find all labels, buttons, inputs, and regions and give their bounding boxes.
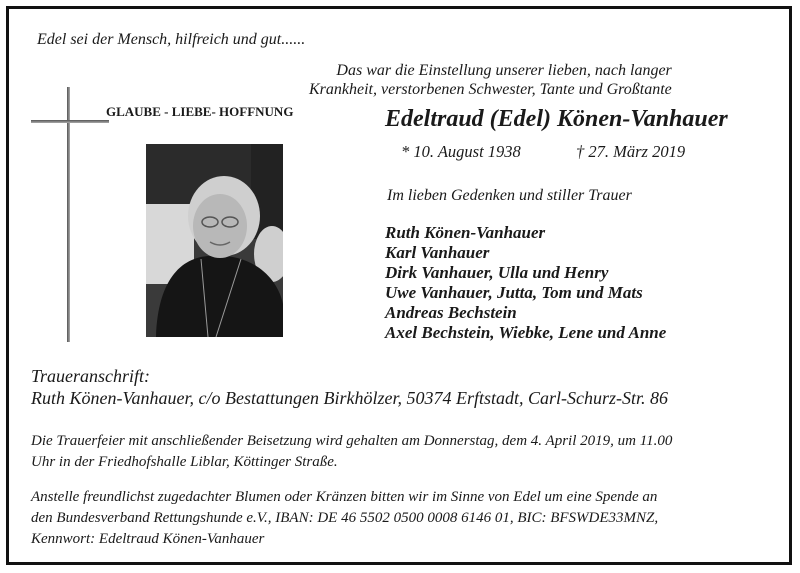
funeral-info [31,431,783,473]
tribute-quote [309,61,672,99]
motto-line: Edel sei der Mensch, hilfreich und gut...... [37,31,306,48]
text-line: Die Trauerfeier mit anschließender Beisetzung wird gehalten am Donnerstag, dem 4. April 2019, um 11.00 [31,433,673,449]
quote-line: Das war die Einstellung unserer lieben, nach langer [336,62,672,79]
donation-info [31,487,783,550]
faith-line: GLAUBE - LIEBE- HOFFNUNG [106,104,294,119]
mourners-list [385,223,666,343]
list-item: Axel Bechstein, Wiebke, Lene und Anne [385,323,667,342]
obituary-notice [6,6,792,565]
quote-line: Krankheit, verstorbenen Schwester, Tante und Großtante [309,81,672,98]
list-item: Andreas Bechstein [385,303,517,322]
birth-date: * 10. August 1938 [401,142,521,161]
cross-icon [67,87,70,342]
memory-line: Im lieben Gedenken und stiller Trauer [387,187,632,204]
address-label: Traueranschrift: [31,366,151,386]
death-date: † 27. März 2019 [576,142,686,161]
list-item: Karl Vanhauer [385,243,490,262]
list-item: Uwe Vanhauer, Jutta, Tom und Mats [385,283,643,302]
mourning-address: Ruth Könen-Vanhauer, c/o Bestattungen Birkhölzer, 50374 Erftstadt, Carl-Schurz-Str. 86 [31,388,668,408]
text-line: Uhr in der Friedhofshalle Liblar, Köttinger Straße. [31,454,338,470]
text-line: Anstelle freundlichst zugedachter Blumen oder Kränzen bitten wir im Sinne von Edel um eine Spende an [31,489,658,505]
deceased-name: Edeltraud (Edel) Könen-Vanhauer [385,106,728,132]
list-item: Dirk Vanhauer, Ulla und Henry [385,263,609,282]
list-item: Ruth Könen-Vanhauer [385,223,546,242]
text-line: Kennwort: Edeltraud Könen-Vanhauer [31,531,265,547]
cross-icon-bar [31,120,109,123]
portrait-photo [146,144,283,337]
text-line: den Bundesverband Rettungshunde e.V., IBAN: DE 46 5502 0500 0008 6146 01, BIC: BFSWDE33MNZ, [31,510,659,526]
